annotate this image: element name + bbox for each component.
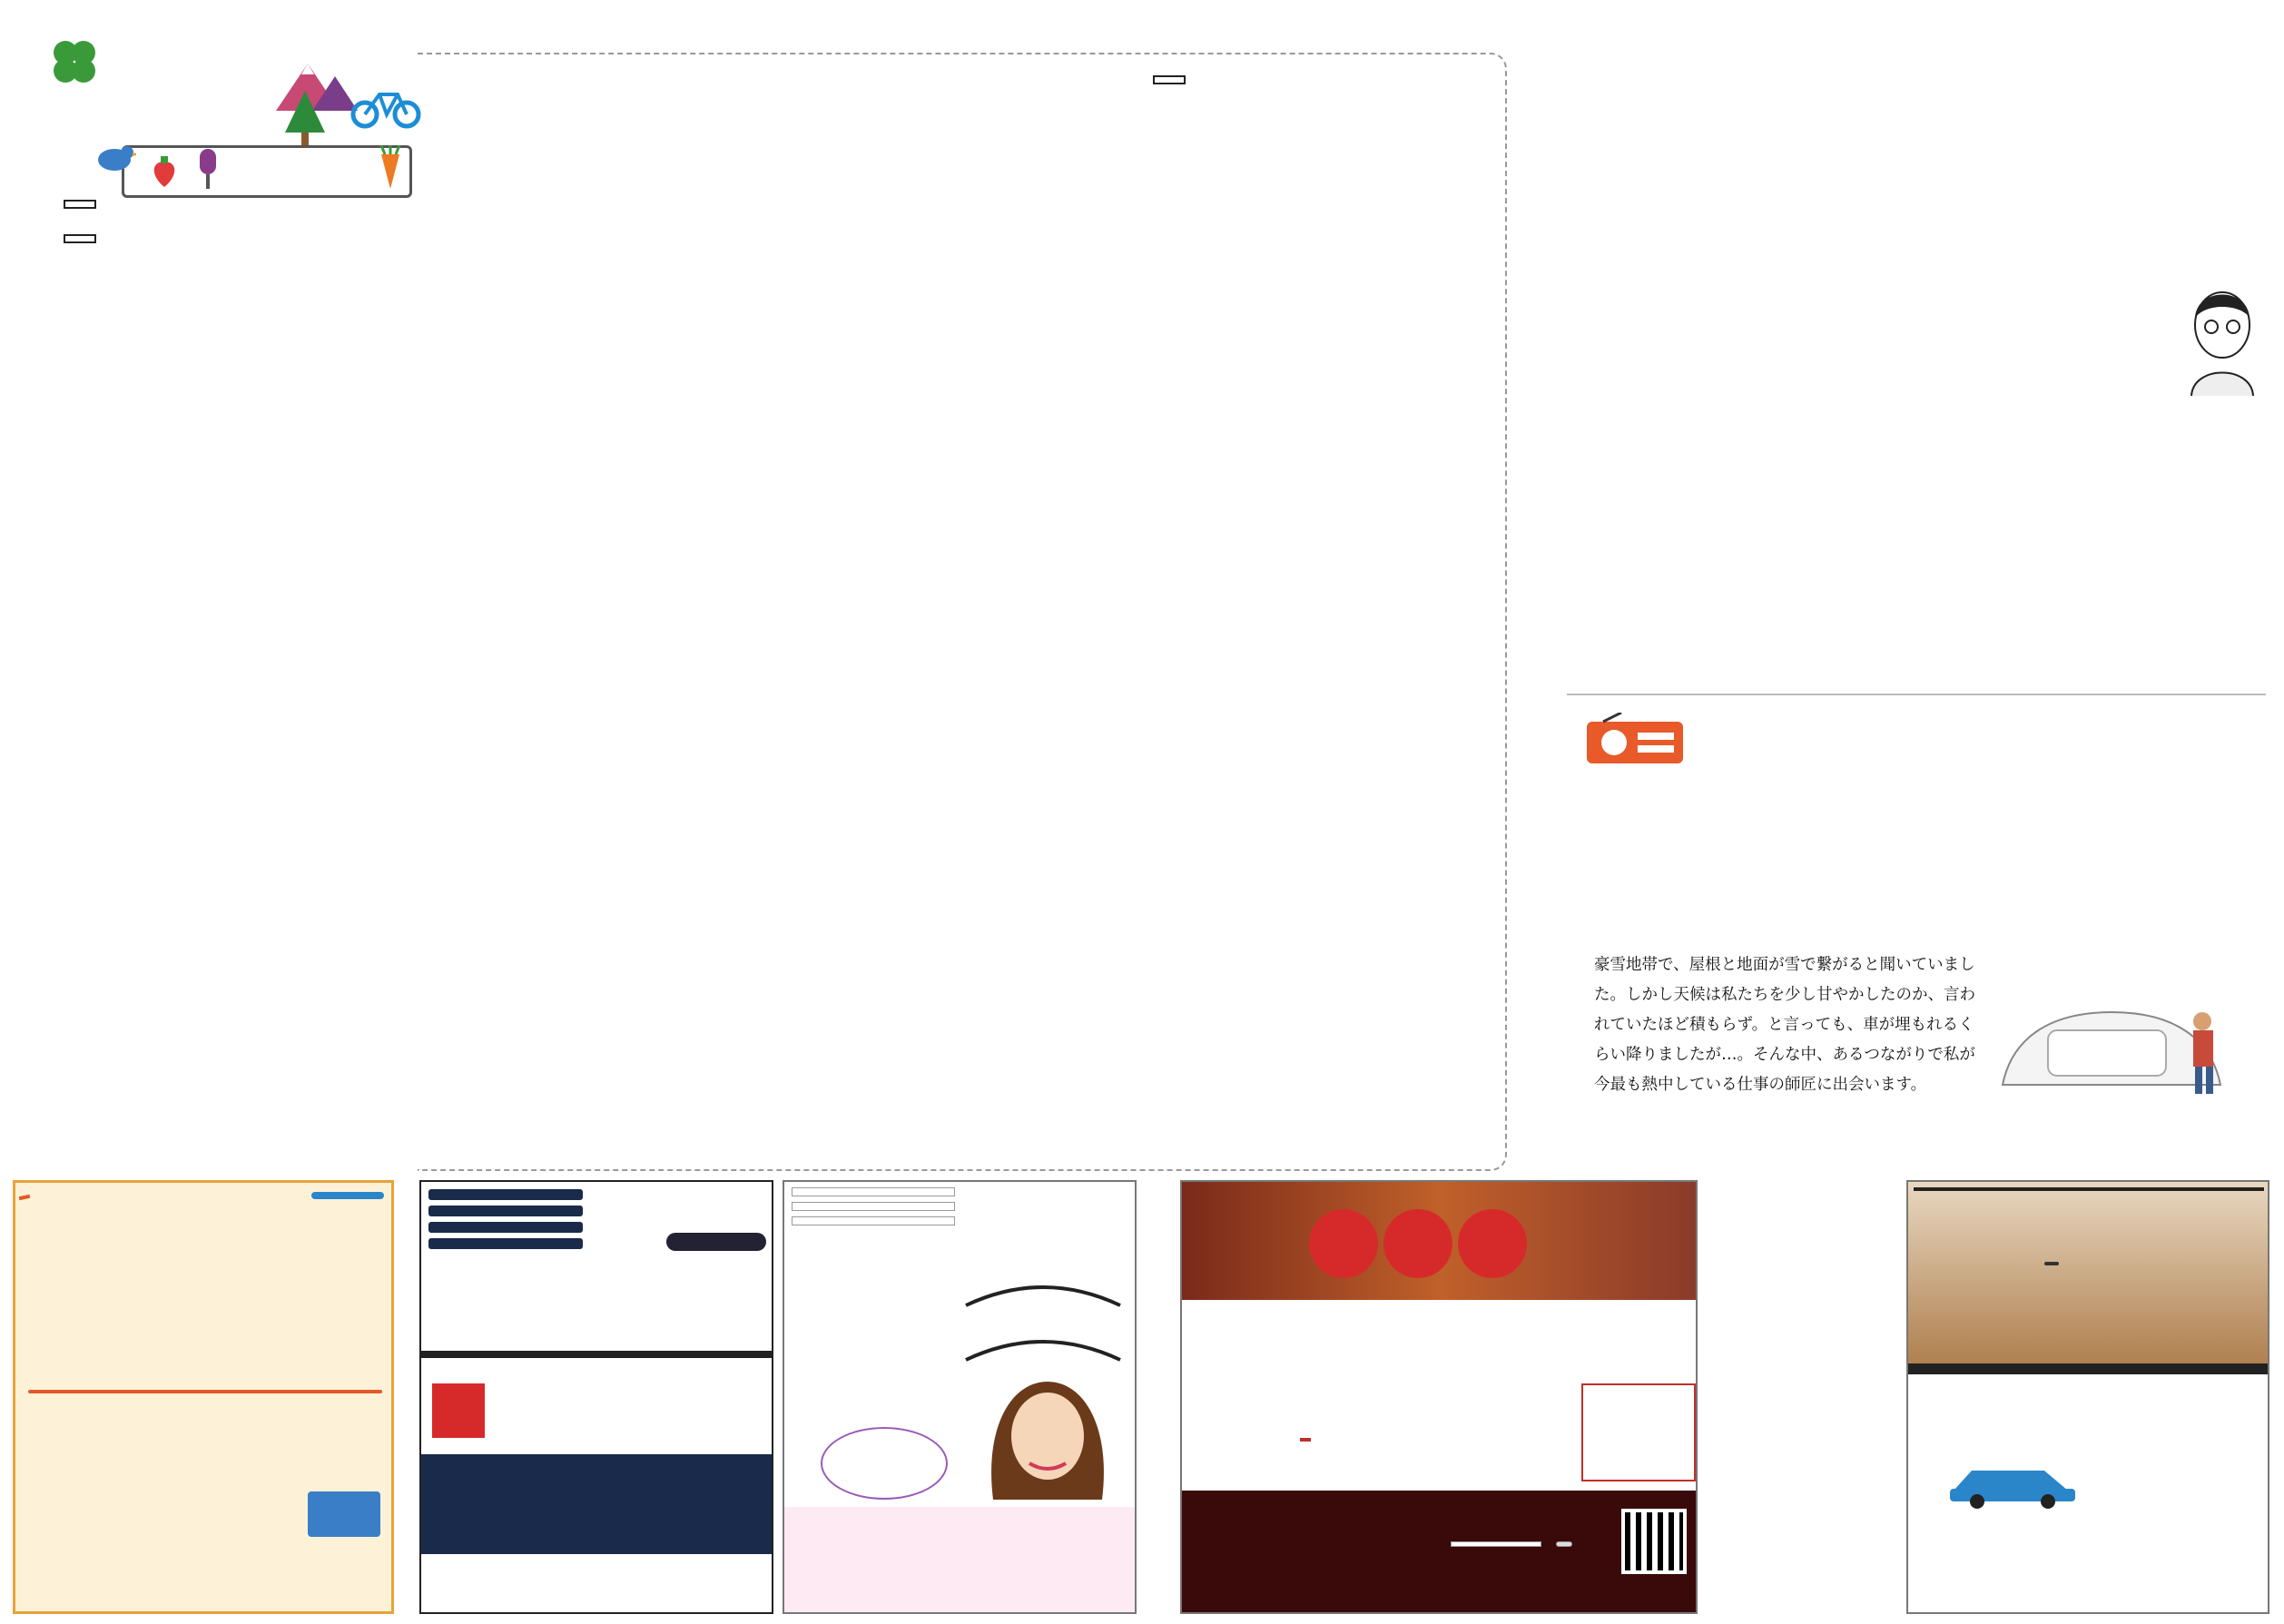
- takahashi-service-item: [428, 1238, 583, 1249]
- essay-box: [1567, 704, 2266, 1162]
- takahashi-service-item: [428, 1189, 583, 1200]
- carbuddy-banner: [1908, 1363, 2269, 1374]
- ad-carbuddy: [1906, 1180, 2269, 1614]
- marian-menu: [792, 1187, 955, 1231]
- board-column-2: [427, 64, 772, 1166]
- toutenkaku-contact: [1300, 1438, 1311, 1442]
- strawberry-icon: [149, 153, 180, 189]
- takahashi-service-item: [428, 1206, 583, 1216]
- marian-menu-item: [792, 1187, 955, 1196]
- carbuddy-photo: [1908, 1182, 2269, 1363]
- author-portrait-icon: [2184, 278, 2260, 396]
- carbuddy-sign: [2044, 1262, 2059, 1265]
- board-side-note: [1514, 56, 1551, 1082]
- marian-address-box: [784, 1507, 1137, 1614]
- snow-car-illustration: [1994, 976, 2239, 1112]
- marian-catch: [977, 1180, 1127, 1206]
- column-body-lower: [1567, 373, 2184, 677]
- upcoming-events-header: [64, 234, 96, 243]
- carbuddy-headline: [1914, 1187, 2264, 1191]
- woman-illustration: [957, 1373, 1129, 1500]
- takahashi-services: [428, 1189, 583, 1255]
- carrot-icon: [372, 145, 409, 191]
- current-events-header: [64, 200, 96, 209]
- takahashi-logo: [666, 1233, 766, 1251]
- kahoku-prize: [28, 1390, 382, 1393]
- kahoku-campaign: [19, 1195, 31, 1200]
- takahashi-badge: [432, 1383, 485, 1438]
- essay-body-top: [1594, 787, 2248, 950]
- toutenkaku-sister-box: [1581, 1383, 1696, 1481]
- ad-toutenkaku: [1180, 1180, 1698, 1614]
- marian-menu-item: [792, 1216, 955, 1225]
- board-column-3: [786, 64, 1140, 1166]
- clover-icon: [47, 36, 102, 91]
- notice-header: [1153, 75, 1186, 84]
- car-icon: [1944, 1454, 2081, 1509]
- column-box: [1567, 51, 2266, 695]
- toutenkaku-search: [1451, 1541, 1541, 1547]
- board-column-4: [1153, 64, 1498, 1166]
- takahashi-speedy-box: [421, 1454, 773, 1554]
- eyelash-illustration: [957, 1269, 1129, 1378]
- toutenkaku-tag3: [1458, 1209, 1527, 1278]
- marian-logo-box: [821, 1427, 948, 1500]
- board-logo: [13, 20, 421, 192]
- ad-marian: [783, 1180, 1137, 1614]
- ad-takahashi: [419, 1180, 773, 1614]
- qr-code-icon: [1621, 1509, 1687, 1574]
- board-column-1: [64, 191, 418, 1166]
- column-body: [1663, 54, 2181, 354]
- kahoku-gift-card: [308, 1491, 380, 1537]
- radio-icon: [1585, 713, 1685, 767]
- toutenkaku-tag1: [1309, 1209, 1378, 1278]
- bicycle-icon: [350, 84, 423, 129]
- kahoku-area: [311, 1192, 384, 1199]
- essay-body-bottom: 豪雪地帯で、屋根と地面が雪で繋がると聞いていました。しかし天候は私たちを少し甘やかしたのか、言われていたほど積もらず。と言っても、車が埋もれるくらい降りましたが…。そんな中、あるつながりで私が今最も熱中している仕事の師匠に出会います。: [1594, 956, 1975, 1094]
- toutenkaku-search-button[interactable]: [1556, 1541, 1572, 1547]
- toutenkaku-tag2: [1383, 1209, 1452, 1278]
- ad-kahoku: [13, 1180, 394, 1614]
- toutenkaku-bottom-box: [1182, 1491, 1698, 1614]
- bird-icon: [91, 140, 136, 176]
- microphone-icon: [194, 147, 222, 192]
- takahashi-service-item: [428, 1222, 583, 1233]
- takahashi-promo1: [421, 1351, 773, 1358]
- marian-menu-item: [792, 1202, 955, 1211]
- tree-icon: [285, 91, 325, 145]
